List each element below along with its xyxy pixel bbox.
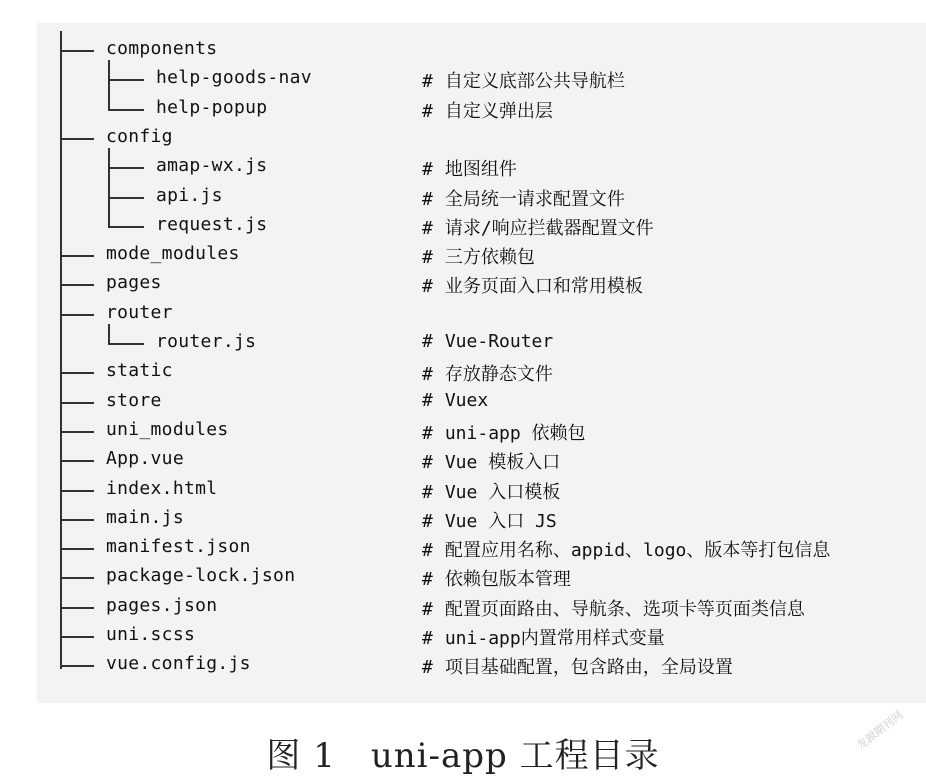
entry-name: vue.config.js: [106, 653, 251, 675]
tree-row: [0, 329, 926, 358]
comment-text: 配置页面路由、导航条、选项卡等页面类信息: [444, 598, 805, 620]
comment-text: 配置应用名称、appid、logo、版本等打包信息: [444, 540, 831, 562]
tree-row: [0, 241, 926, 270]
comment-text: 业务页面入口和常用模板: [444, 276, 643, 298]
tree-connector-line: [60, 402, 94, 404]
tree-row: [0, 65, 926, 94]
tree-row: [0, 95, 926, 124]
watermark: 龙源期刊网: [854, 708, 906, 753]
tree-connector-line: [108, 197, 144, 199]
tree-connector-line: [60, 490, 94, 492]
comment-text: Vue 入口 JS: [444, 510, 557, 532]
tree-row: [0, 563, 926, 592]
entry-name: App.vue: [106, 448, 184, 470]
entry-comment: [422, 155, 517, 181]
comment-hash: #: [422, 217, 433, 239]
entry-name: help-goods-nav: [156, 67, 312, 89]
entry-name: store: [106, 389, 162, 411]
comment-hash: #: [422, 540, 433, 562]
tree-row: [0, 417, 926, 446]
comment-text: 自定义底部公共导航栏: [444, 71, 625, 93]
tree-row: [0, 300, 926, 329]
tree-connector-line: [60, 255, 94, 257]
comment-text: 三方依赖包: [444, 247, 535, 269]
comment-hash: #: [422, 100, 433, 122]
tree-connector-line: [60, 577, 94, 579]
entry-comment: [422, 448, 560, 474]
comment-hash: #: [422, 389, 433, 411]
entry-comment: [422, 595, 805, 621]
entry-name: request.js: [156, 213, 268, 235]
entry-name: mode_modules: [106, 243, 240, 265]
comment-text: 全局统一请求配置文件: [444, 188, 625, 210]
tree-connector-line: [60, 314, 94, 316]
comment-hash: #: [422, 71, 433, 93]
tree-row: [0, 358, 926, 387]
entry-name: index.html: [106, 477, 218, 499]
tree-row: [0, 36, 926, 65]
tree-connector-line: [108, 109, 144, 111]
entry-name: api.js: [156, 184, 223, 206]
entry-comment: [422, 390, 488, 411]
tree-connector-line: [60, 431, 94, 433]
tree-row: [0, 534, 926, 563]
tree-connector-line: [108, 343, 144, 345]
tree-connector-line: [108, 79, 144, 81]
tree-connector-line: [60, 548, 94, 550]
comment-hash: #: [422, 159, 433, 181]
tree-connector-line: [108, 167, 144, 169]
comment-hash: #: [422, 452, 433, 474]
entry-comment: [422, 331, 553, 352]
comment-text: Vue 模板入口: [444, 452, 561, 474]
tree-connector-line: [60, 665, 94, 667]
comment-text: Vue-Router: [444, 331, 554, 352]
tree-connector-line: [60, 519, 94, 521]
comment-hash: #: [422, 657, 433, 679]
figure-caption: 图 1 uni-app 工程目录: [266, 736, 660, 776]
tree-row: [0, 651, 926, 680]
comment-hash: #: [422, 364, 433, 386]
entry-name: pages: [106, 272, 162, 294]
comment-text: uni-app 依赖包: [444, 422, 586, 444]
tree-connector-line: [60, 284, 94, 286]
entry-comment: [422, 272, 643, 298]
comment-text: 项目基础配置，包含路由，全局设置: [444, 657, 733, 679]
tree-row: [0, 476, 926, 505]
entry-comment: [422, 536, 830, 562]
entry-name: static: [106, 360, 173, 382]
entry-name: manifest.json: [106, 536, 251, 558]
comment-hash: #: [422, 628, 433, 649]
entry-name: amap-wx.js: [156, 155, 268, 177]
entry-name: router: [106, 301, 173, 323]
tree-row: [0, 270, 926, 299]
entry-comment: [422, 97, 553, 123]
entry-comment: [422, 653, 733, 679]
entry-name: help-popup: [156, 96, 268, 118]
entry-name: config: [106, 125, 173, 147]
entry-comment: [422, 624, 665, 650]
comment-text: 请求/响应拦截器配置文件: [444, 217, 654, 239]
entry-name: components: [106, 38, 218, 59]
tree-connector-line: [60, 636, 94, 638]
tree-connector-line: [60, 372, 94, 374]
tree-connector-line: [60, 460, 94, 462]
entry-comment: [422, 507, 557, 533]
tree-connector-line: [60, 138, 94, 140]
comment-hash: #: [422, 598, 433, 620]
comment-text: Vue 入口模板: [444, 481, 561, 503]
entry-comment: [422, 185, 625, 211]
tree-row: [0, 593, 926, 622]
comment-text: Vuex: [444, 389, 489, 411]
comment-hash: #: [422, 331, 433, 352]
comment-hash: #: [422, 276, 433, 298]
comment-hash: #: [422, 510, 433, 532]
comment-text: 存放静态文件: [444, 364, 553, 386]
comment-text: 自定义弹出层: [444, 100, 553, 122]
entry-name: main.js: [106, 506, 184, 528]
comment-hash: #: [422, 422, 433, 444]
entry-comment: [422, 478, 560, 504]
comment-hash: #: [422, 569, 433, 591]
tree-row: [0, 446, 926, 475]
tree-row: [0, 183, 926, 212]
entry-name: pages.json: [106, 594, 218, 616]
tree-connector-line: [60, 607, 94, 609]
tree-row: [0, 505, 926, 534]
comment-text: uni-app内置常用样式变量: [444, 628, 665, 649]
entry-name: uni_modules: [106, 418, 229, 440]
comment-hash: #: [422, 481, 433, 503]
tree-branch-line: [108, 324, 110, 344]
tree-row: [0, 388, 926, 417]
comment-text: 地图组件: [444, 159, 517, 181]
comment-hash: #: [422, 247, 433, 269]
tree-row: [0, 153, 926, 182]
entry-name: router.js: [156, 331, 257, 352]
comment-text: 依赖包版本管理: [444, 569, 571, 591]
entry-comment: [422, 419, 586, 445]
entry-name: package-lock.json: [106, 565, 296, 587]
tree-row: [0, 212, 926, 241]
tree-row: [0, 124, 926, 153]
tree-connector-line: [108, 226, 144, 228]
comment-hash: #: [422, 188, 433, 210]
tree-connector-line: [60, 50, 94, 52]
entry-comment: [422, 360, 553, 386]
entry-name: uni.scss: [106, 624, 196, 645]
entry-comment: [422, 67, 625, 93]
entry-comment: [422, 214, 654, 240]
tree-row: [0, 622, 926, 651]
entry-comment: [422, 243, 535, 269]
entry-comment: [422, 565, 571, 591]
